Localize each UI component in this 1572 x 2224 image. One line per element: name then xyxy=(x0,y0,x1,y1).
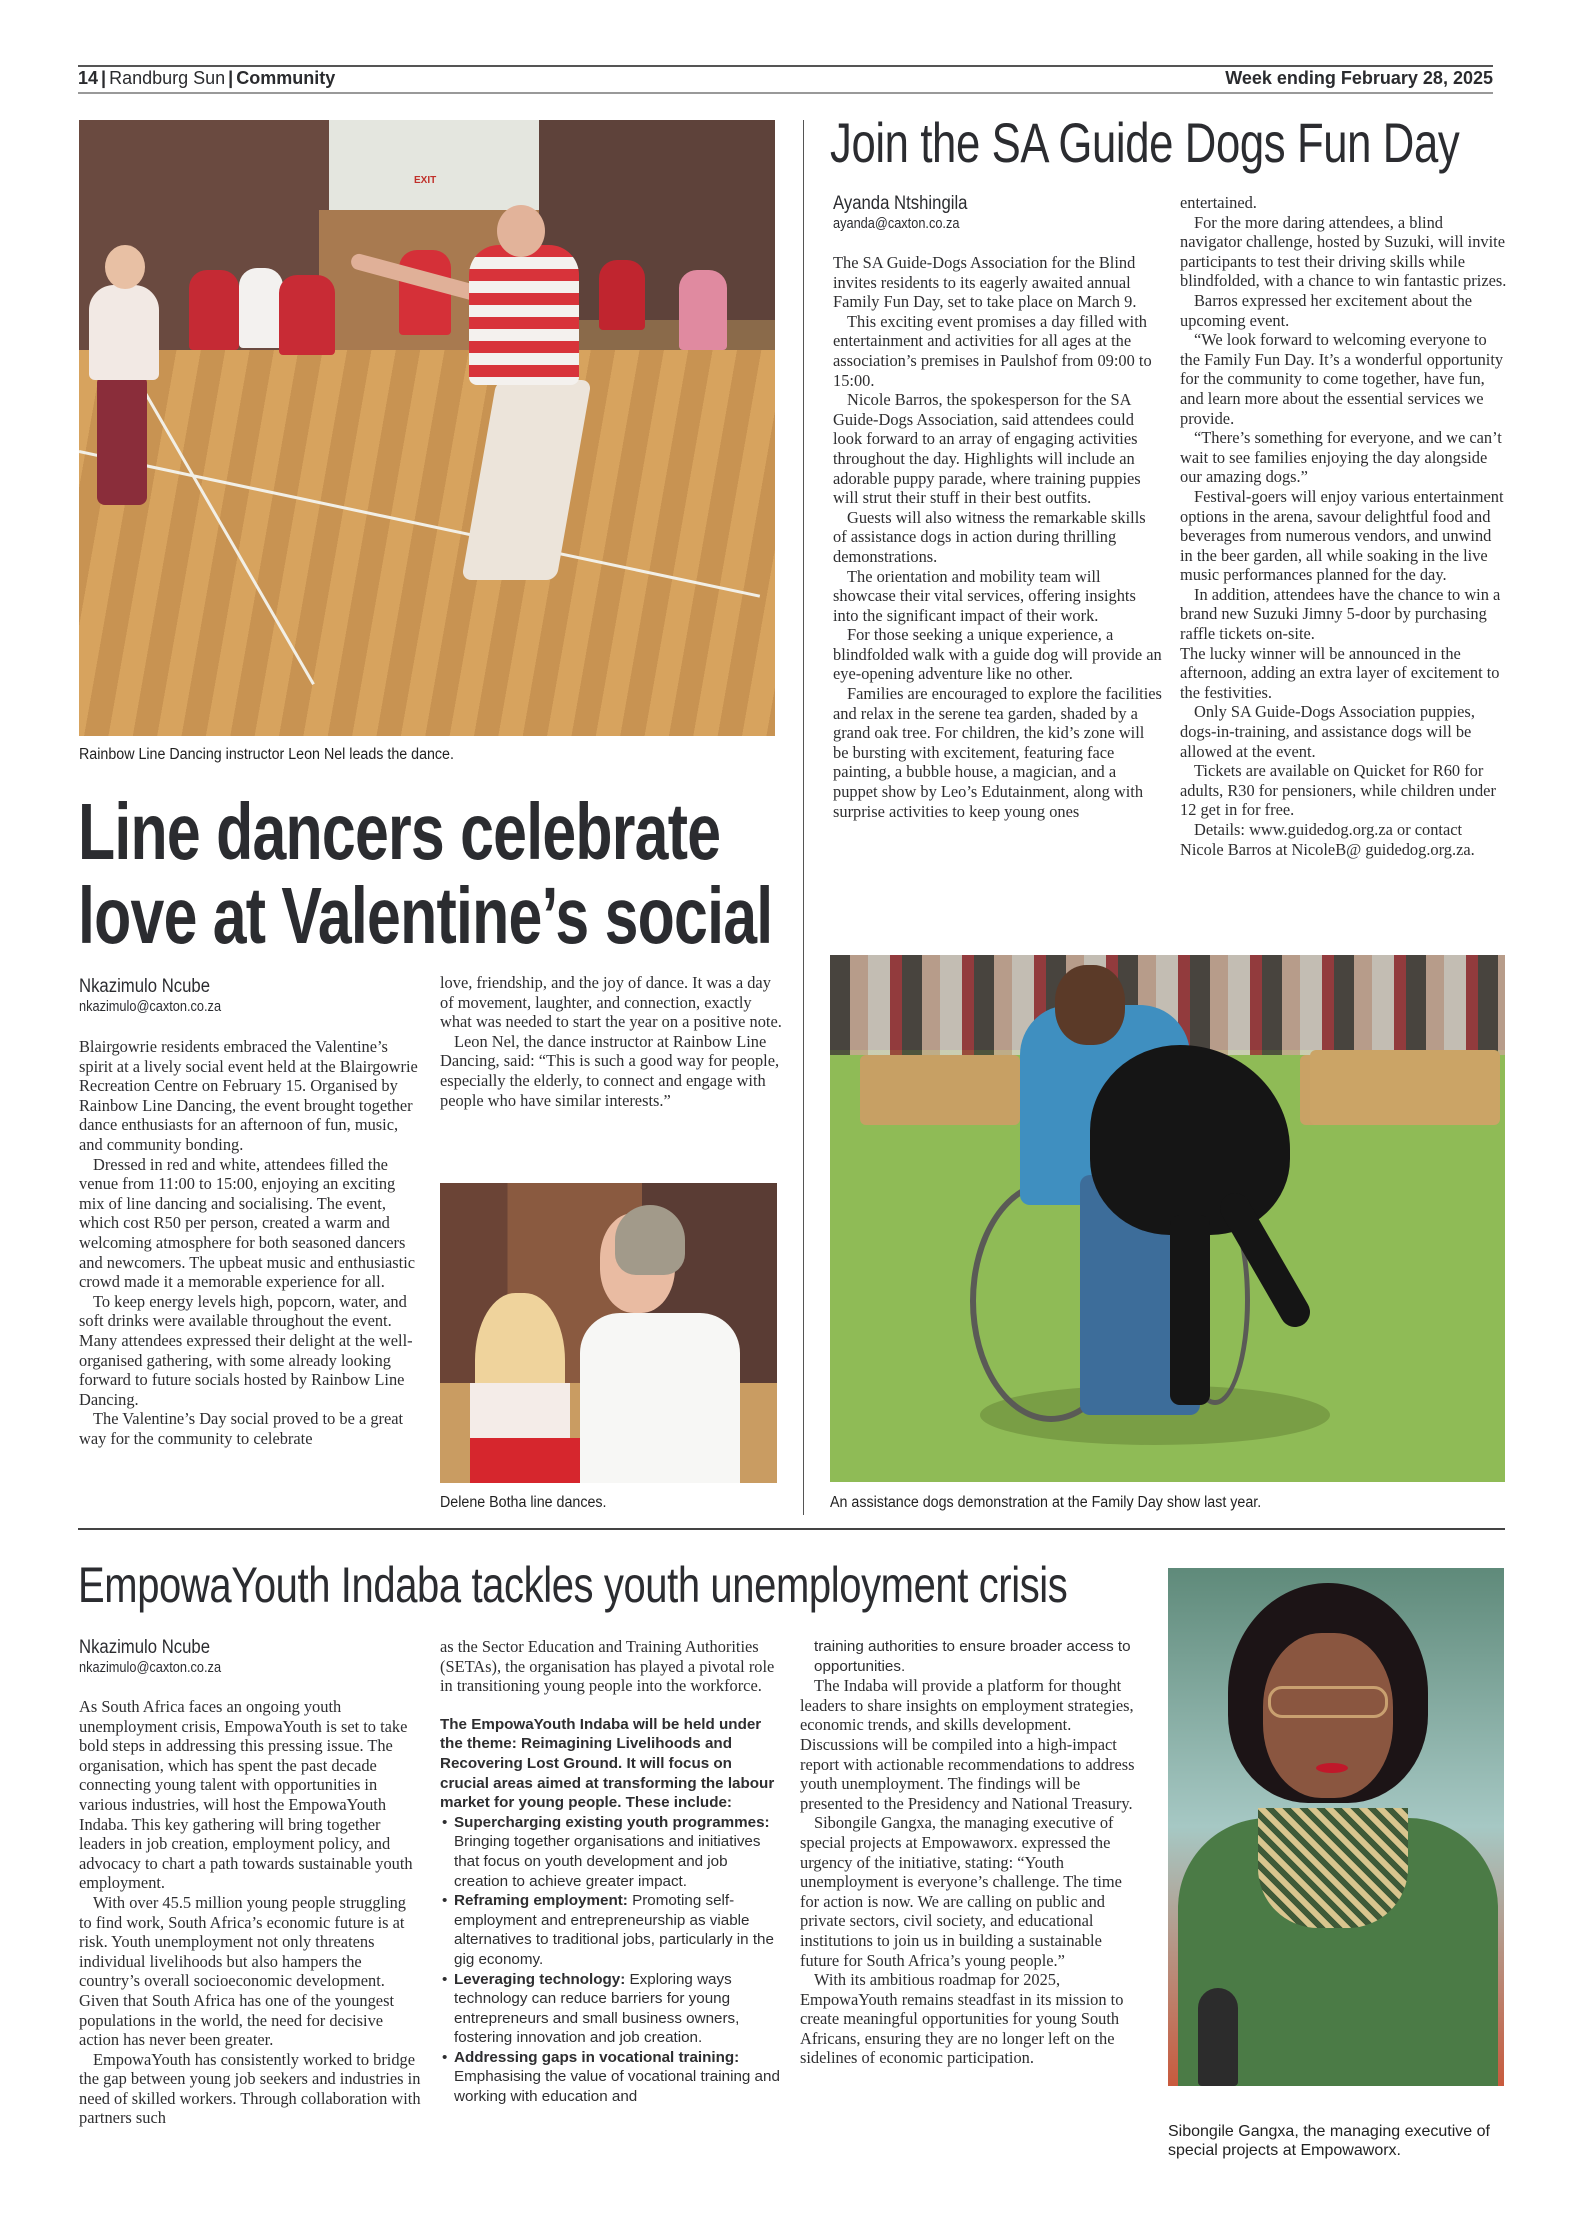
dancer-figure xyxy=(615,1205,685,1275)
header-rule-bottom xyxy=(78,92,1493,94)
paragraph: Only SA Guide-Dogs Association puppies, dogs-in-training, and assistance dogs will be allowed at the event. xyxy=(1180,702,1475,761)
headline-line: Line dancers celebrate xyxy=(78,787,721,876)
page-number: 14 xyxy=(78,68,99,88)
list-item-title: Supercharging existing youth programmes: xyxy=(454,1813,770,1831)
section-name: Community xyxy=(236,68,336,88)
article-column xyxy=(833,253,1163,821)
list-item-text: Promoting self-employment and entrepreneurship as viable alternatives to traditional jobs, particularly in the gig economy. xyxy=(454,1892,774,1968)
photo-caption: An assistance dogs demonstration at the Family Day show last year. xyxy=(830,1494,1262,1511)
photo-caption: Rainbow Line Dancing instructor Leon Nel leads the dance. xyxy=(79,746,454,763)
paragraph: The Indaba will provide a platform for thought leaders to share insights on employment strategies, economic trends, and skills development. Discussions will be compiled into a high-impact report with actionable recommendations to address youth unemployment. The findings will be presented to the Presidency and National Treasury. xyxy=(800,1676,1135,1813)
delene-botha-photo xyxy=(440,1183,777,1483)
paragraph: In addition, attendees have the chance to win a brand new Suzuki Jimny 5-door by purchasing raffle tickets on-site. xyxy=(1180,584,1501,644)
dancer-figure xyxy=(580,1313,740,1483)
section-divider xyxy=(78,1528,1505,1530)
list-item-text: Emphasising the value of vocational training and working with education and xyxy=(454,2068,780,2106)
article-column xyxy=(79,1037,421,1448)
microphone xyxy=(1198,1988,1238,2086)
paragraph: Details: www.guidedog.org.za or contact Nicole Barros at NicoleB@ guidedog.org.za. xyxy=(1180,820,1475,859)
byline-email: nkazimulo@caxton.co.za xyxy=(79,999,222,1015)
byline-email: ayanda@caxton.co.za xyxy=(833,216,960,232)
paragraph: EmpowaYouth has consistently worked to bridge the gap between young job seekers and industries in need of skilled workers. Through collaboration with partners such xyxy=(79,2049,421,2128)
paragraph: As South Africa faces an ongoing youth unemployment crisis, EmpowaYouth is set to take bold steps in addressing this pressing issue. The organisation, which has spent the past decade connecting young talent with opportunities in various industries, will host the EmpowaYouth Indaba. This key gathering will bring together leaders in job creation, employment policy, and advocacy to chart a path towards sustainable youth employment. xyxy=(79,1697,413,1893)
headline-line: love at Valentine’s social xyxy=(78,871,773,960)
dancer-figure xyxy=(105,245,145,289)
list-item xyxy=(454,1813,780,1891)
dancer-figure xyxy=(470,1383,570,1443)
photo-wall xyxy=(329,120,539,210)
person-figure xyxy=(1316,1763,1348,1773)
list-item-title: Leveraging technology: xyxy=(454,1970,626,1988)
paragraph: love, friendship, and the joy of dance. It was a day of movement, laughter, and connection, exactly what was needed to start the year on a positive note. xyxy=(440,973,782,1032)
paragraph: The SA Guide-Dogs Association for the Blind invites residents to its eagerly awaited annual Family Fun Day, set to take place on March 9. xyxy=(833,253,1137,312)
photo-caption: Sibongile Gangxa, the managing executive of special projects at Empowaworx. xyxy=(1168,2123,1490,2159)
list-item xyxy=(454,1891,780,1969)
paragraph: The lucky winner will be announced in the afternoon, adding an extra layer of excitement to the festivities. xyxy=(1180,643,1500,702)
article-column xyxy=(440,973,785,1110)
byline-email: nkazimulo@caxton.co.za xyxy=(79,1660,222,1676)
dancer-figure xyxy=(239,268,283,348)
paragraph: Nicole Barros, the spokesperson for the SA Guide-Dogs Association, said attendees could look forward to an array of engaging activities throughout the day. Highlights will include an adorable puppy parade, where training puppies will strut their stuff in their best outfits. xyxy=(833,390,1141,508)
article-column xyxy=(79,1697,421,2128)
dancer-figure xyxy=(470,1438,580,1483)
glasses xyxy=(1268,1686,1388,1718)
list-item-title: Reframing employment: xyxy=(454,1892,628,1910)
scarf xyxy=(1258,1808,1408,1928)
dancer-figure xyxy=(279,275,335,355)
paragraph: With over 45.5 million young people struggling to find work, South Africa’s economic future is at risk. Youth unemployment not only threatens individual livelihoods but also hampers the country’s overall socioeconomic development. Given that South Africa has one of the youngest populations in the world, the need for decisive action has never been greater. xyxy=(79,1892,407,2050)
paragraph: For the more daring attendees, a blind navigator challenge, hosted by Suzuki, will invite participants to test their driving skills while blindfolded, with a chance to win fantastic prizes. xyxy=(1180,212,1507,291)
dancer-figure xyxy=(599,260,645,330)
list-item-text: Bringing together organisations and initiatives that focus on youth development and job creation to achieve greater impact. xyxy=(454,1833,761,1890)
sibongile-gangxa-photo xyxy=(1168,1568,1504,2086)
paragraph: With its ambitious roadmap for 2025, EmpowaYouth remains steadfast in its mission to create meaningful opportunities for young South Africans, ensuring they are no longer left on the sidelines of economic participation. xyxy=(800,1970,1124,2068)
theme-paragraph: The EmpowaYouth Indaba will be held under the theme: Reimagining Livelihoods and Recovering Lost Ground. It will focus on crucial areas aimed at transforming the labour market for young people. These include: xyxy=(440,1715,775,1812)
exit-sign: EXIT xyxy=(414,175,437,186)
issue-date: Week ending February 28, 2025 xyxy=(1225,68,1493,88)
dancer-figure xyxy=(97,375,147,505)
publication-name: Randburg Sun xyxy=(109,68,226,88)
paragraph: Blairgowrie residents embraced the Valentine’s spirit at a lively social event held at the Blairgowrie Recreation Centre on February 15. Organised by Rainbow Line Dancing, the event brought together dance enthusiasts for an afternoon of fun, music, and community bonding. xyxy=(79,1037,418,1154)
dancer-figure xyxy=(189,270,239,350)
byline-author: Ayanda Ntshingila xyxy=(833,193,968,214)
byline-author: Nkazimulo Ncube xyxy=(79,976,211,997)
paragraph: as the Sector Education and Training Authorities (SETAs), the organisation has played a pivotal role in transitioning young people into the workforce. xyxy=(440,1637,775,1696)
column-divider xyxy=(803,120,804,1515)
paragraph: Sibongile Gangxa, the managing executive of special projects at Empowaworx. expressed the urgency of the initiative, stating: “Youth unemployment is everyone’s challenge. The time for action is now. We are calling on public and private sectors, civil society, and educational institutions to join us in building a sustainable future for South Africa’s young people.” xyxy=(800,1813,1122,1970)
paragraph: entertained. xyxy=(1180,193,1257,212)
paragraph: Barros expressed her excitement about the upcoming event. xyxy=(1180,290,1473,330)
paragraph: This exciting event promises a day filled with entertainment and activities for all ages at the association’s premises in Paulshof from 09:00 to 15:00. xyxy=(833,311,1152,390)
instructor-figure xyxy=(497,205,545,257)
header-rule-top xyxy=(78,65,1493,67)
paragraph: “We look forward to welcoming everyone to the Family Fun Day. It’s a wonderful opportunity for the community to come together, have fun, and learn more about the essential services we provide. xyxy=(1180,330,1504,428)
black-dog xyxy=(1090,1045,1290,1235)
paragraph: Tickets are available on Quicket for R60 for adults, R30 for pensioners, while children under 12 get in for free. xyxy=(1180,761,1496,820)
man-figure xyxy=(1055,965,1125,1045)
headline-line-dancers xyxy=(78,787,773,960)
paragraph: “There’s something for everyone, and we can’t wait to see families enjoying the day alongside our amazing dogs.” xyxy=(1180,428,1502,487)
paragraph: The Valentine’s Day social proved to be a great way for the community to celebrate xyxy=(79,1409,404,1448)
paragraph: Leon Nel, the dance instructor at Rainbow Line Dancing, said: “This is such a good way for people, especially the elderly, to connect and engage with people who have similar interests.” xyxy=(440,1031,780,1110)
list-item xyxy=(454,1970,780,2048)
dancer-figure xyxy=(89,285,159,380)
separator: | xyxy=(101,68,107,88)
list-item-text: Exploring ways technology can reduce barriers for young entrepreneurs and small business owners, fostering innovation and job creation. xyxy=(454,1970,740,2047)
paragraph: To keep energy levels high, popcorn, water, and soft drinks were available throughout the event. Many attendees expressed their delight at the well-organised gathering, with some already looking forward to future socials hosted by Rainbow Line Dancing. xyxy=(79,1291,413,1409)
photo-floor xyxy=(79,350,775,736)
paragraph: Families are encouraged to explore the facilities and relax in the serene tea garden, shaded by a grand oak tree. For children, the kid’s zone will be bursting with excitement, featuring face painting, a bubble house, a magician, and a puppet show by Leo’s Edutainment, along with surprise activities to keep young ones xyxy=(833,684,1162,821)
separator: | xyxy=(228,68,234,88)
photo-caption: Delene Botha line dances. xyxy=(440,1494,607,1511)
list-item xyxy=(454,2048,780,2107)
list-item-title: Addressing gaps in vocational training: xyxy=(454,2048,740,2066)
hay-bale xyxy=(1310,1050,1500,1125)
paragraph: The orientation and mobility team will showcase their vital services, offering insights into the significant impact of their work. xyxy=(833,566,1136,625)
article-column xyxy=(1180,193,1508,859)
instructor-figure xyxy=(469,245,579,385)
headline-guide-dogs: Join the SA Guide Dogs Fun Day xyxy=(830,111,1460,174)
black-dog xyxy=(1170,1215,1210,1405)
paragraph: Dressed in red and white, attendees filled the venue from 11:00 to 15:00, enjoying an exciting mix of line dancing and socialising. The event, which cost R50 per person, created a warm and welcoming atmosphere for both seasoned dancers and newcomers. The upbeat music and enthusiastic crowd made it a memorable experience for all. xyxy=(79,1154,416,1292)
paragraph: Guests will also witness the remarkable skills of assistance dogs in action during thrilling demonstrations. xyxy=(833,507,1146,566)
assistance-dog-photo xyxy=(830,955,1505,1482)
hay-bale xyxy=(860,1055,1020,1125)
line-dance-photo xyxy=(79,120,775,736)
article-column xyxy=(800,1637,1145,2068)
paragraph: For those seeking a unique experience, a blindfolded walk with a guide dog will provide an eye-opening adventure like no other. xyxy=(833,625,1162,684)
paragraph: Festival-goers will enjoy various entertainment options in the arena, savour delightful food and beverages from numerous vendors, and unwind in the beer garden, all while soaking in the live music performances planned for the day. xyxy=(1180,486,1504,585)
article-column xyxy=(440,1637,780,2107)
list-item-continuation: training authorities to ensure broader access to opportunities. xyxy=(814,1638,1131,1675)
page-folio xyxy=(78,68,335,89)
headline-empowayouth: EmpowaYouth Indaba tackles youth unemployment crisis xyxy=(78,1557,1068,1613)
dancer-figure xyxy=(679,270,727,350)
focus-areas-list xyxy=(440,1813,780,2107)
byline-author: Nkazimulo Ncube xyxy=(79,1637,211,1658)
